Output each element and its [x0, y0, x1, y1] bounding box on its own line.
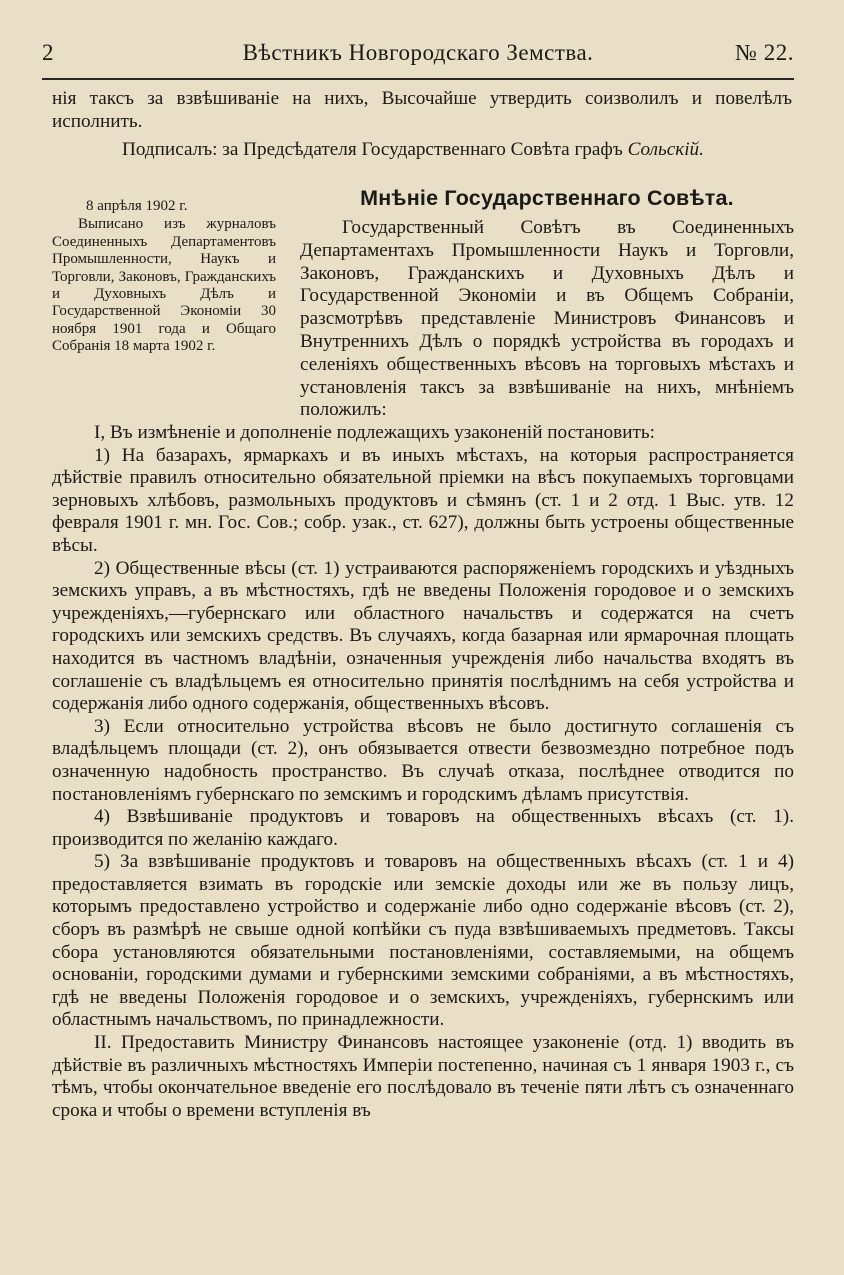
opinion-intro-column — [300, 186, 794, 422]
margin-note-date: 8 апрѣля 1902 г. — [86, 198, 188, 214]
top-continuation — [52, 88, 792, 162]
page-number: 2 — [42, 40, 54, 65]
intro-paragraph: Государственный Совѣтъ въ Соединенныхъ Департаментахъ Промышленности Наукъ и Торговли, Законовъ, Гражданскихъ и Духовныхъ Дѣлъ и Государственной Экономіи и въ Общемъ Собраніи, разсмотрѣвъ представленіе Министровъ Финансовъ и Внутреннихъ Дѣлъ о порядкѣ устройства въ городахъ и селеніяхъ общественныхъ вѣсовъ на торговыхъ мѣстахъ и установленія таксъ за взвѣшиваніе на нихъ, мнѣніемъ положилъ: — [300, 217, 794, 421]
signature-line — [52, 139, 792, 162]
paragraph: I, Въ измѣненіе и дополненіе подлежащихъ узаконеній постановить: — [94, 422, 655, 443]
signature-text: Подписалъ: за Предсѣдателя Государственнаго Совѣта графъ — [122, 139, 628, 161]
paragraph: 5) За взвѣшиваніе продуктовъ и товаровъ на общественныхъ вѣсахъ (ст. 1 и 4) предоставляется взимать въ городскіе или земскіе доходы или же въ пользу лицъ, которымъ предоставлено устройство и содержаніе либо одно содержаніе вѣсовъ (ст. 2), сборъ въ размѣрѣ не свыше одной копѣйки съ пуда взвѣшиваемыхъ предметовъ. Таксы сбора установляются обязательными постановленіями, составляемыми, на общемъ основаніи, городскими думами и губернскими земскими собраніями, а въ мѣстностяхъ, гдѣ не введены Положенія городовое и о земскихъ, учрежденіяхъ, губернскимъ или областнымъ начальствомъ, по принадлежности. — [52, 851, 794, 1031]
publication-title: Вѣстникъ Новгородскаго Земства. — [242, 40, 594, 65]
paragraph: 3) Если относительно устройства вѣсовъ не было достигнуто соглашенія съ владѣльцемъ площади (ст. 2), онъ обязывается отвести безвозмездно потребное подъ означенную надобность пространство. Въ случаѣ отказа, послѣднее отводится по постановленіямъ губернскаго по земскимъ и городскимъ дѣламъ присутствія. — [52, 715, 794, 805]
header-rule — [42, 78, 794, 80]
margin-note — [52, 198, 276, 356]
paragraph: 4) Взвѣшиваніе продуктовъ и товаровъ на общественныхъ вѣсахъ (ст. 1). производится по желанію каждаго. — [52, 806, 794, 850]
page-header — [42, 40, 794, 76]
signature-name: Сольскій. — [627, 139, 704, 161]
paragraph: 2) Общественные вѣсы (ст. 1) устраиваются распоряженіемъ городскихъ и уѣздныхъ земскихъ управъ, а въ мѣстностяхъ, гдѣ не введены Положенія городовое и о земскихъ учрежденіяхъ,—губернскаго или областного начальствъ и содержатся на счетъ городскихъ или земскихъ средствъ. Въ случаяхъ, когда базарная или ярмарочная площать находится въ частномъ владѣніи, означенныя учрежденія либо начальства входятъ въ соглашеніе съ владѣльцемъ ея относительно принятія послѣднимъ на себя устройства и содержанія либо одного содержанія, общественныхъ вѣсовъ. — [52, 557, 794, 715]
main-text — [52, 422, 794, 1122]
section-heading: Мнѣніе Государственнаго Совѣта. — [360, 186, 734, 210]
paragraph: II. Предоставить Министру Финансовъ настоящее узаконеніе (отд. 1) вводить въ дѣйствіе въ различныхъ мѣстностяхъ Имперіи постепенно, начиная съ 1 января 1903 г., съ тѣмъ, чтобы окончательное введеніе его послѣдовало въ теченіе пяти лѣтъ съ означеннаго срока и чтобы о времени вступленія въ — [52, 1032, 794, 1121]
paragraph: 1) На базарахъ, ярмаркахъ и въ иныхъ мѣстахъ, на которыя распространяется дѣйствіе правилъ относительно обязательной пріемки на вѣсъ покупаемыхъ торговцами зерновыхъ хлѣбовъ, размольныхъ продуктовъ и сѣмянъ (ст. 1 и 2 отд. 1 Выс. утв. 12 февраля 1901 г. мн. Гос. Сов.; собр. узак., ст. 627), должны быть устроены общественные вѣсы. — [52, 444, 794, 556]
margin-note-text: Выписано изъ журналовъ Соединенныхъ Департаментовъ Промышленности, Наукъ и Торговли, Законовъ, Гражданскихъ и Духовныхъ Дѣлъ и Государственной Экономіи 30 ноября 1901 года и Общаго Собранія 18 марта 1902 г. — [52, 216, 276, 355]
continuation-paragraph: нія таксъ за взвѣшиваніе на нихъ, Высочайше утвердить соизволилъ и повелѣлъ исполнить. — [52, 88, 792, 132]
issue-number: № 22. — [735, 40, 794, 65]
